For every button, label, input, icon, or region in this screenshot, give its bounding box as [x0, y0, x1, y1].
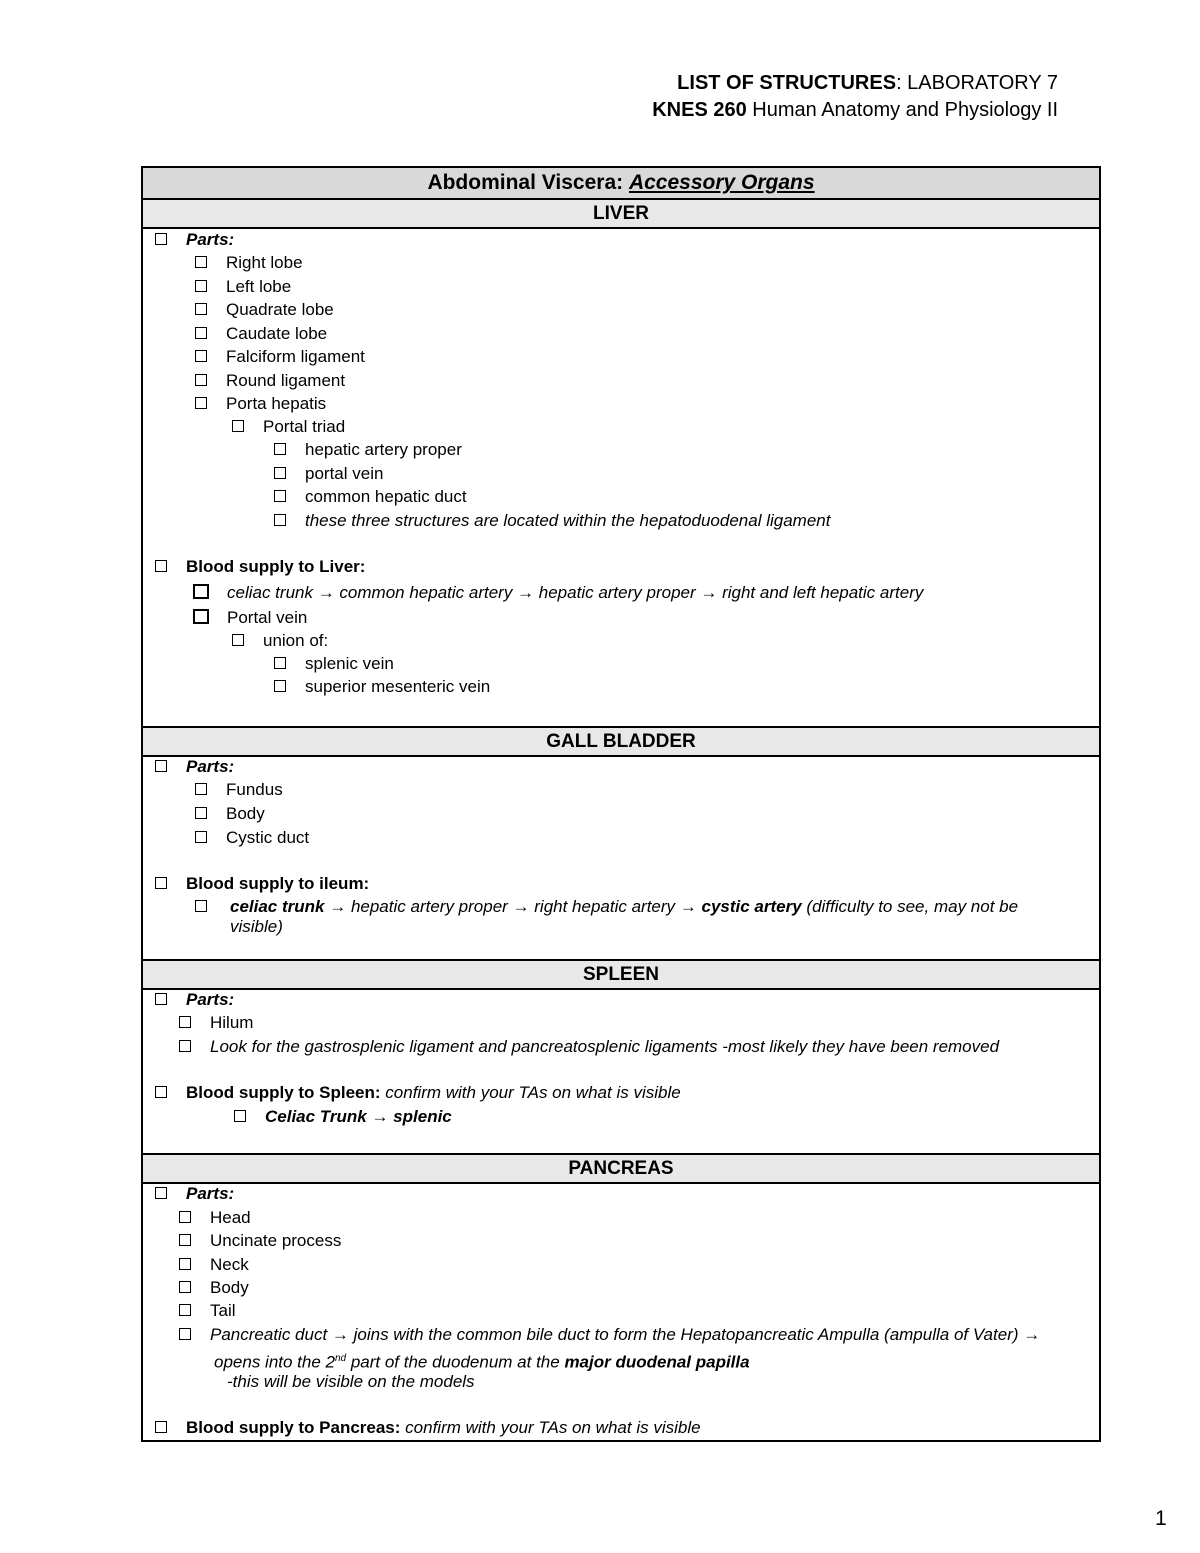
section-heading-pancreas: PANCREAS: [143, 1155, 1099, 1184]
parts-label: Parts:: [186, 990, 235, 1009]
list-item: Porta hepatis: [226, 394, 327, 413]
checkbox[interactable]: [274, 490, 286, 502]
list-item: Portal triad: [263, 417, 346, 436]
checkbox[interactable]: [195, 831, 207, 843]
checkbox[interactable]: [232, 420, 244, 432]
checkbox[interactable]: [179, 1281, 191, 1293]
checkbox[interactable]: [155, 1187, 167, 1199]
checkbox[interactable]: [195, 350, 207, 362]
blood-path: Celiac Trunk → splenic: [265, 1107, 452, 1126]
checkbox[interactable]: [195, 374, 207, 386]
header-title-bold: LIST OF STRUCTURES: [677, 72, 897, 94]
list-item: union of:: [263, 631, 329, 650]
checkbox[interactable]: [155, 760, 167, 772]
list-item: superior mesenteric vein: [305, 677, 491, 696]
section-pancreas: [143, 1184, 1099, 1440]
checkbox[interactable]: [274, 467, 286, 479]
checkbox[interactable]: [195, 256, 207, 268]
checkbox[interactable]: [179, 1211, 191, 1223]
course-name: Human Anatomy and Physiology II: [746, 99, 1058, 121]
parts-label: Parts:: [186, 1184, 235, 1203]
list-item: Cystic duct: [226, 828, 310, 847]
list-item: Head: [210, 1208, 251, 1227]
checkbox[interactable]: [195, 783, 207, 795]
duct-line-3: -this will be visible on the models: [227, 1372, 475, 1391]
checkbox[interactable]: [179, 1304, 191, 1316]
list-item: portal vein: [305, 464, 384, 483]
duct-line-2: opens into the 2nd part of the duodenum at the major duodenal papilla: [214, 1352, 750, 1372]
list-item: Round ligament: [226, 371, 346, 390]
blood-supply-label: Blood supply to ileum:: [186, 874, 370, 893]
checkbox[interactable]: [274, 443, 286, 455]
course-code: KNES 260: [652, 99, 747, 121]
checkbox[interactable]: [274, 680, 286, 692]
list-item: Body: [226, 804, 265, 823]
checkbox[interactable]: [195, 807, 207, 819]
section-spleen: [143, 990, 1099, 1155]
section-heading-spleen: SPLEEN: [143, 961, 1099, 990]
checkbox[interactable]: [195, 303, 207, 315]
list-item: Portal vein: [227, 608, 308, 627]
checkbox[interactable]: [232, 634, 244, 646]
checkbox[interactable]: [155, 993, 167, 1005]
table-title-accent: Accessory Organs: [628, 171, 815, 194]
checkbox[interactable]: [155, 233, 167, 245]
blood-supply-label: Blood supply to Pancreas:: [186, 1418, 401, 1437]
checkbox[interactable]: [179, 1234, 191, 1246]
page-number: 1: [1155, 1507, 1167, 1530]
checkbox[interactable]: [179, 1328, 191, 1340]
list-item: Falciform ligament: [226, 347, 365, 366]
section-gallbladder: [143, 757, 1099, 961]
checkbox[interactable]: [234, 1110, 246, 1122]
duct-line-1: Pancreatic duct → joins with the common bile duct to form the Hepatopancreatic Ampulla (ampulla of Vater) →: [210, 1325, 1041, 1344]
blood-path: celiac trunk → hepatic artery proper → right hepatic artery → cystic artery (difficulty to see, may not be visible): [230, 897, 1019, 936]
list-item: Caudate lobe: [226, 324, 328, 343]
parts-label: Parts:: [186, 757, 235, 776]
list-note: Look for the gastrosplenic ligament and pancreatosplenic ligaments -most likely they have been removed: [210, 1037, 1000, 1056]
blood-supply-note: confirm with your TAs on what is visible: [380, 1083, 681, 1102]
checkbox[interactable]: [155, 560, 167, 572]
checkbox[interactable]: [195, 280, 207, 292]
blood-supply-note: confirm with your TAs on what is visible: [400, 1418, 701, 1437]
list-item: Fundus: [226, 780, 283, 799]
checkbox[interactable]: [179, 1016, 191, 1028]
structures-table: [141, 166, 1101, 1442]
checkbox[interactable]: [274, 514, 286, 526]
list-note: these three structures are located within the hepatoduodenal ligament: [305, 511, 831, 530]
checkbox[interactable]: [179, 1258, 191, 1270]
list-item: Quadrate lobe: [226, 300, 334, 319]
checkbox[interactable]: [155, 877, 167, 889]
list-item: Left lobe: [226, 277, 292, 296]
parts-label: Parts:: [186, 230, 235, 249]
checkbox[interactable]: [274, 657, 286, 669]
checkbox[interactable]: [195, 397, 207, 409]
blood-supply-label: Blood supply to Liver:: [186, 557, 366, 576]
section-heading-gallbladder: GALL BLADDER: [143, 728, 1099, 757]
checkbox[interactable]: [195, 900, 207, 912]
section-heading-liver: LIVER: [143, 200, 1099, 229]
checkbox[interactable]: [155, 1086, 167, 1098]
checkbox[interactable]: [195, 327, 207, 339]
list-item: hepatic artery proper: [305, 440, 462, 459]
page-header: [652, 70, 1058, 124]
list-item: Neck: [210, 1255, 249, 1274]
list-item: splenic vein: [305, 654, 394, 673]
blood-path: celiac trunk → common hepatic artery → hepatic artery proper → right and left hepatic artery: [227, 583, 924, 602]
checkbox[interactable]: [193, 584, 209, 599]
list-item: Uncinate process: [210, 1231, 342, 1250]
table-title: Abdominal Viscera: Accessory Organs: [143, 168, 1099, 200]
checkbox[interactable]: [179, 1040, 191, 1052]
checkbox[interactable]: [155, 1421, 167, 1433]
checkbox[interactable]: [193, 609, 209, 624]
list-item: Right lobe: [226, 253, 303, 272]
list-item: Hilum: [210, 1013, 254, 1032]
list-item: Body: [210, 1278, 249, 1297]
header-title-rest: : LABORATORY 7: [896, 72, 1058, 94]
list-item: common hepatic duct: [305, 487, 467, 506]
section-liver: [143, 229, 1099, 728]
list-item: Tail: [210, 1301, 236, 1320]
blood-supply-label: Blood supply to Spleen:: [186, 1083, 381, 1102]
